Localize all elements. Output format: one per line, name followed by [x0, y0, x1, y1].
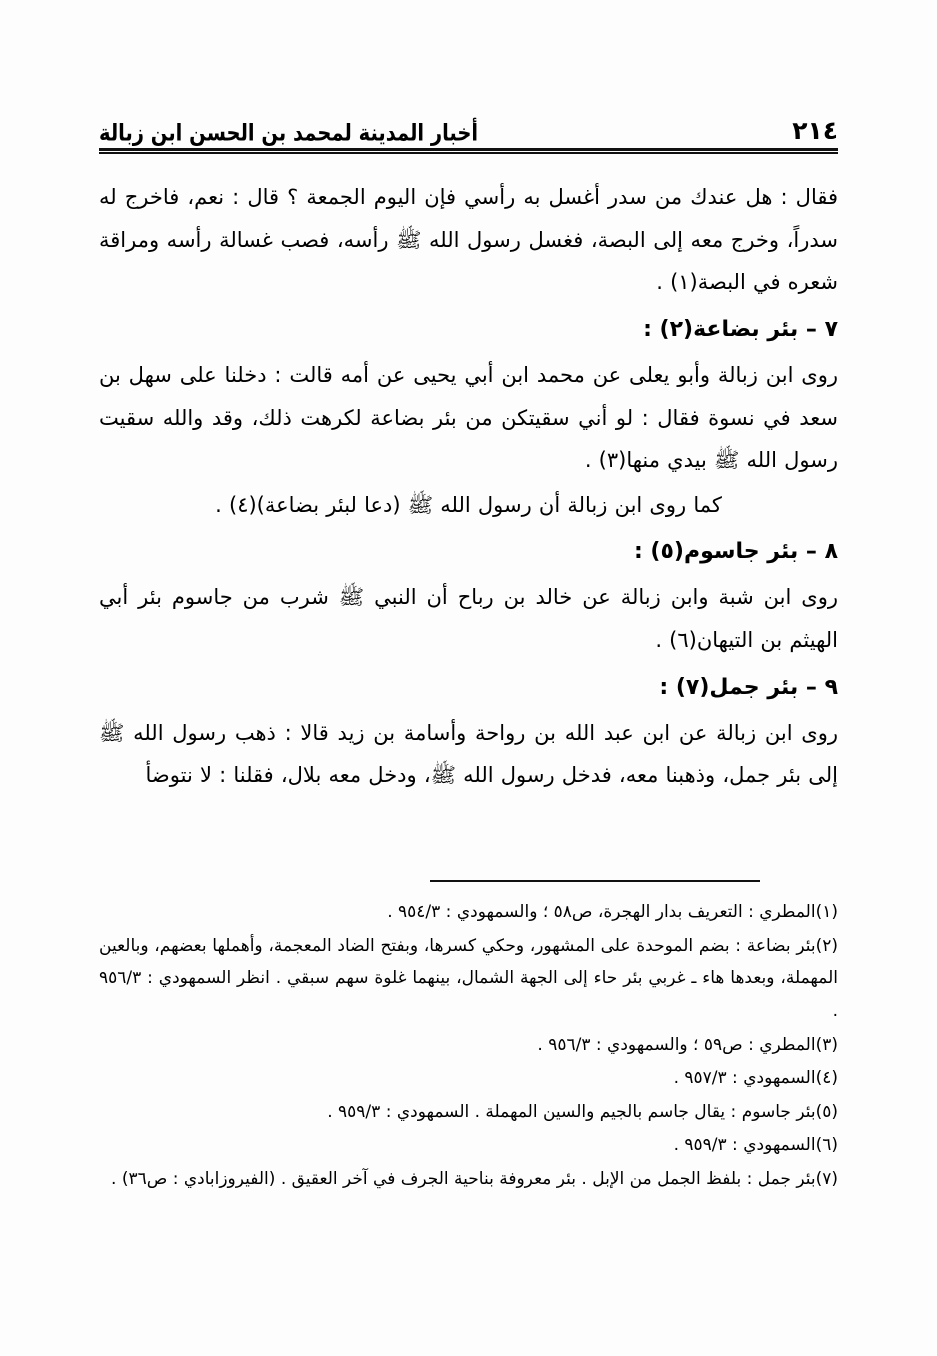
- paragraph-section-7-2: كما روى ابن زبالة أن رسول الله ﷺ (دعا لبئر بضاعة)(٤) .: [215, 492, 722, 517]
- running-head-title: أخبار المدينة لمحمد بن الحسن ابن زبالة: [99, 118, 479, 146]
- footnote-separator-rule: [430, 880, 760, 882]
- footnote-list: [99, 896, 838, 1196]
- section-heading-9: ٩ – بئر جمل(٧) :: [659, 674, 838, 700]
- page-content-area: [99, 96, 838, 1296]
- footnote-item-3: (٣)المطري : ص٥٩ ؛ والسمهودي : ٩٥٦/٣ .: [537, 1034, 838, 1055]
- paragraph-section-7-1: روى ابن زبالة وأبو يعلى عن محمد ابن أبي يحيى عن أمه قالت : دخلنا على سهل بن سعد في نسوة فقال : لو أني سقيتكن من بئر بضاعة لكرهت ذلك، وقد والله سقيت رسول الله ﷺ بيدي منها(٣) .: [99, 362, 838, 473]
- footnote-item-6: (٦)السمهودي : ٩٥٩/٣ .: [673, 1135, 838, 1156]
- body-text: [99, 176, 838, 797]
- footnote-item-2: (٢)بئر بضاعة : بضم الموحدة على المشهور، وحكي كسرها، وبفتح الضاد المعجمة، وأهملها بعضهم، وبالعين المهملة، وبعدها هاء ـ غربي بئر حاء إلى الجهة الشمال، بينهما غلوة سهم سبقي . انظر السمهودي : ٩٥٦/٣ .: [99, 935, 838, 1021]
- footnote-item-5: (٥)بئر جاسوم : يقال جاسم بالجيم والسين المهملة . السمهودي : ٩٥٩/٣ .: [327, 1101, 838, 1122]
- paragraph-section-8-1: روى ابن شبة وابن زبالة عن خالد بن رباح أن النبي ﷺ شرب من جاسوم بئر أبي الهيثم بن التيهان(٦) .: [99, 585, 838, 652]
- section-heading-8: ٨ – بئر جاسوم(٥) :: [633, 539, 838, 565]
- page-number: ٢١٤: [792, 116, 838, 145]
- header-rule: [99, 148, 838, 154]
- footnote-item-1: (١)المطري : التعريف بدار الهجرة، ص٥٨ ؛ والسمهودي : ٩٥٤/٣ .: [387, 902, 838, 922]
- footnote-item-7: (٧)بئر جمل : بلفظ الجمل من الإبل . بئر معروفة بناحية الجرف في آخر العقيق . (الفيروزابادي : ص٣٦) .: [111, 1169, 838, 1189]
- section-heading-7: ٧ – بئر بضاعة(٢) :: [643, 316, 838, 342]
- paragraph-intro: فقال : هل عندك من سدر أغسل به رأسي فإن اليوم الجمعة ؟ قال : نعم، فاخرج له سدراً، وخرج معه إلى البصة، فغسل رسول الله ﷺ رأسه، فصب غسالة رأسه ومراقة شعره في البصة(١) .: [99, 185, 838, 295]
- footnotes-section: [99, 880, 838, 1197]
- running-head: [99, 96, 838, 144]
- paragraph-section-9-1: روى ابن زبالة عن ابن عبد الله بن رواحة وأسامة بن زيد قالا : ذهب رسول الله ﷺ إلى بئر جمل، وذهبنا معه، فدخل رسول الله ﷺ، ودخل معه بلال، فقلنا : لا نتوضأ: [99, 720, 838, 788]
- footnote-item-4: (٤)السمهودي : ٩٥٧/٣ .: [673, 1068, 838, 1089]
